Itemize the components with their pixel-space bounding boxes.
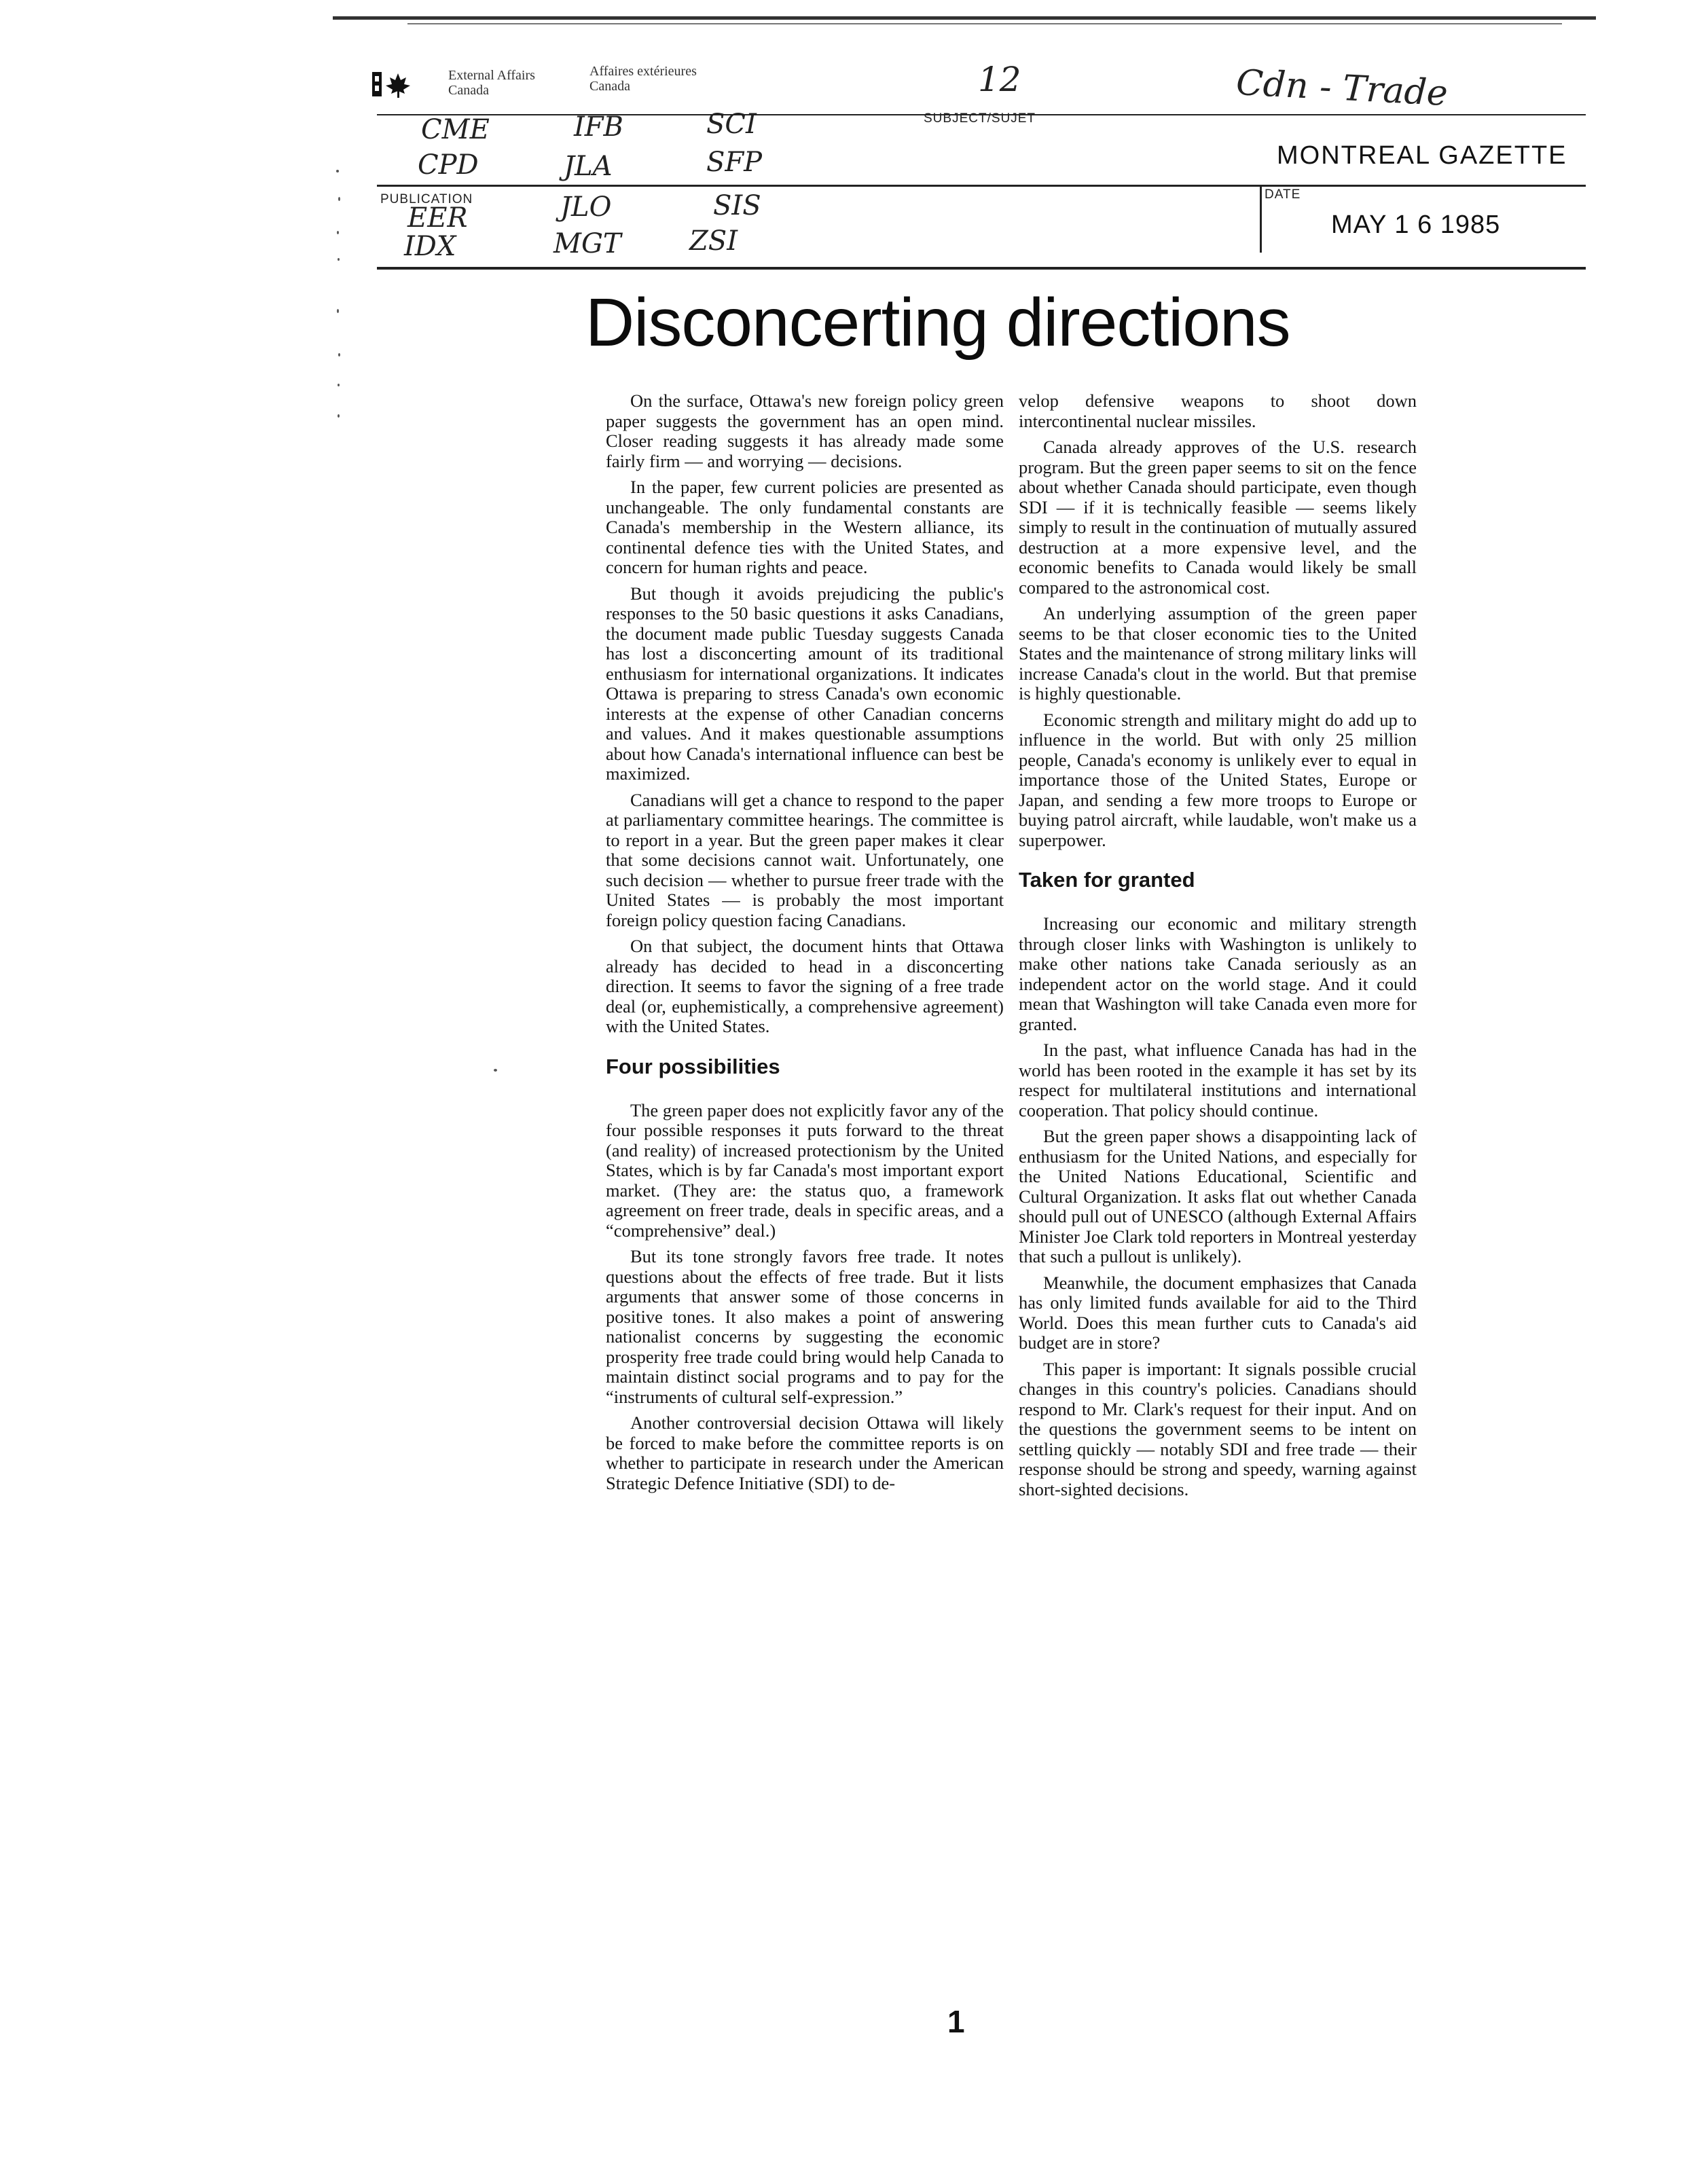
paragraph: In the paper, few current policies are presented as unchangeable. The only fundamental constants are Canada's membership in the Western alliance, its continental defence ties with the United States, and concern for human rights and peace. xyxy=(606,477,1004,577)
paragraph: Another controversial decision Ottawa will likely be forced to make before the committee reports is on whether to participate in research under the American Strategic Defence Initiative (SDI) to de- xyxy=(606,1412,1004,1493)
code-sis: SIS xyxy=(713,190,761,221)
top-scan-rule xyxy=(333,16,1596,20)
paragraph: This paper is important: It signals possible crucial changes in this country's policies. Canadians should respond to Mr. Clark's request for their input. And on the questions the government seems to be intent on settling quickly — notably SDI and free trade — their response should be strong and speedy, warning against short-sighted decisions. xyxy=(1019,1358,1417,1499)
paragraph: But the green paper shows a disappointing lack of enthusiasm for the United Nations, and especially for the United Nations Educational, Scientific and Cultural Organization. It asks flat out whether Canada should pull out of UNESCO (although External Affairs Minister Joe Clark told reporters in Montreal yesterday that such a pullout is unlikely). xyxy=(1019,1126,1417,1266)
paragraph: velop defensive weapons to shoot down intercontinental nuclear missiles. xyxy=(1019,390,1417,431)
code-sfp: SFP xyxy=(706,147,763,178)
paragraph: Canadians will get a chance to respond to the paper at parliamentary committee hearings. The committee is to report in a year. But the green paper makes it clear that some decisions cannot wait. Unfortunately, one such decision — whether to pursue freer trade with the United States — is probably the most important foreign policy question facing Canadians. xyxy=(606,789,1004,930)
department-country-en: Canada xyxy=(448,83,489,98)
subject-label: SUBJECT/SUJET xyxy=(924,111,1036,126)
date-label: DATE xyxy=(1265,187,1301,202)
paragraph: On that subject, the document hints that Ottawa already has decided to head in a disconcerting direction. It seems to favor the signing of a free trade deal (or, euphemistically, a comprehensive agreement) with the United States. xyxy=(606,936,1004,1036)
date-stamp: MAY 1 6 1985 xyxy=(1331,211,1501,239)
page-number: 1 xyxy=(947,2004,965,2039)
code-cme: CME xyxy=(421,114,490,145)
subheading-four-possibilities: Four possibilities xyxy=(606,1054,780,1078)
paragraph: On the surface, Ottawa's new foreign policy green paper suggests the government has an open mind. Closer reading suggests it has already made some fairly firm — and worrying — decisions. xyxy=(606,390,1004,471)
paragraph: Economic strength and military might do add up to influence in the world. But with only 25 million people, Canada's economy is unlikely ever to equal in importance those of the United States, Europe or Japan, and sending a few more troops to Europe or buying patrol aircraft, while laudable, won't make us a superpower. xyxy=(1019,709,1417,850)
handwritten-number: 12 xyxy=(978,60,1021,99)
department-country-fr: Canada xyxy=(589,79,630,94)
paragraph: In the past, what influence Canada has had in the world has been rooted in the example it has set by its respect for multilateral institutions and international cooperation. That policy should continue. xyxy=(1019,1040,1417,1120)
paragraph: Meanwhile, the document emphasizes that Canada has only limited funds available for aid to the Third World. Does this mean further cuts to Canada's aid budget are in store? xyxy=(1019,1272,1417,1353)
top-scan-rule-thin xyxy=(407,23,1562,24)
paragraph: But though it avoids prejudicing the public's responses to the 50 basic questions it asks Canadians, the document made public Tuesday suggests Canada has lost a disconcerting amount of its traditional enthusiasm for international organizations. It indicates Ottawa is preparing to stress Canada's own economic interests at the expense of other Canadian concerns and values. And it makes questionable assumptions about how Canada's international influence can best be maximized. xyxy=(606,583,1004,784)
paragraph: The green paper does not explicitly favor any of the four possible responses it puts forward to the threat (and reality) of increased protectionism by the United States, which is by far Canada's most important export market. (They are: the status quo, a framework agreement on freer trade, deals in specific areas, and a “comprehensive” deal.) xyxy=(606,1099,1004,1241)
department-name-en: External Affairs xyxy=(448,68,535,83)
code-jla: JLA xyxy=(564,151,613,182)
code-zsi: ZSI xyxy=(689,225,738,257)
publication-name: MONTREAL GAZETTE xyxy=(1277,141,1567,170)
article-column-2 xyxy=(1019,391,1417,1505)
paragraph: Increasing our economic and military strength through closer links with Washington is unlikely to make other nations take Canada seriously as an independent actor on the world stage. And it could mean that Washington will take Canada even more for granted. xyxy=(1019,913,1417,1034)
header-bottom-rule xyxy=(377,267,1586,270)
article-headline: Disconcerting directions xyxy=(585,285,1290,361)
code-cpd: CPD xyxy=(418,149,479,181)
paragraph: An underlying assumption of the green paper seems to be that closer economic ties to the United States and the maintenance of strong military links will increase Canada's clout in the world. But that premise is highly questionable. xyxy=(1019,603,1417,704)
publication-label: PUBLICATION xyxy=(380,192,473,206)
canada-flag-logo xyxy=(372,69,412,99)
code-eer: EER xyxy=(407,202,468,234)
article-column-1 xyxy=(606,391,1004,1499)
code-mgt: MGT xyxy=(553,228,621,259)
code-idx: IDX xyxy=(404,231,456,262)
department-name-fr: Affaires extérieures xyxy=(589,64,697,79)
date-box-divider xyxy=(1260,185,1262,253)
header-mid-rule xyxy=(377,185,1586,187)
code-ifb: IFB xyxy=(574,111,623,143)
handwritten-note: Cdn - Trade xyxy=(1235,62,1449,115)
code-jlo: JLO xyxy=(560,191,612,223)
paragraph: Canada already approves of the U.S. research program. But the green paper seems to sit on the fence about whether Canada should participate, even though SDI — if it is technically feasible — seems likely simply to result in the continuation of mutually assured destruction at a more expensive level, and the economic benefits to Canada would likely be small compared to the astronomical cost. xyxy=(1019,437,1417,598)
code-sci: SCI xyxy=(706,109,757,140)
paragraph: But its tone strongly favors free trade. It notes questions about the effects of free trade. But it lists arguments that answer some of those concerns in positive tones. It also makes a point of answering nationalist concerns by suggesting the economic prosperity free trade could bring would help Canada to maintain distinct social programs and to pay for the “instruments of cultural self-expression.” xyxy=(606,1246,1004,1407)
subheading-taken-for-granted: Taken for granted xyxy=(1019,868,1195,892)
